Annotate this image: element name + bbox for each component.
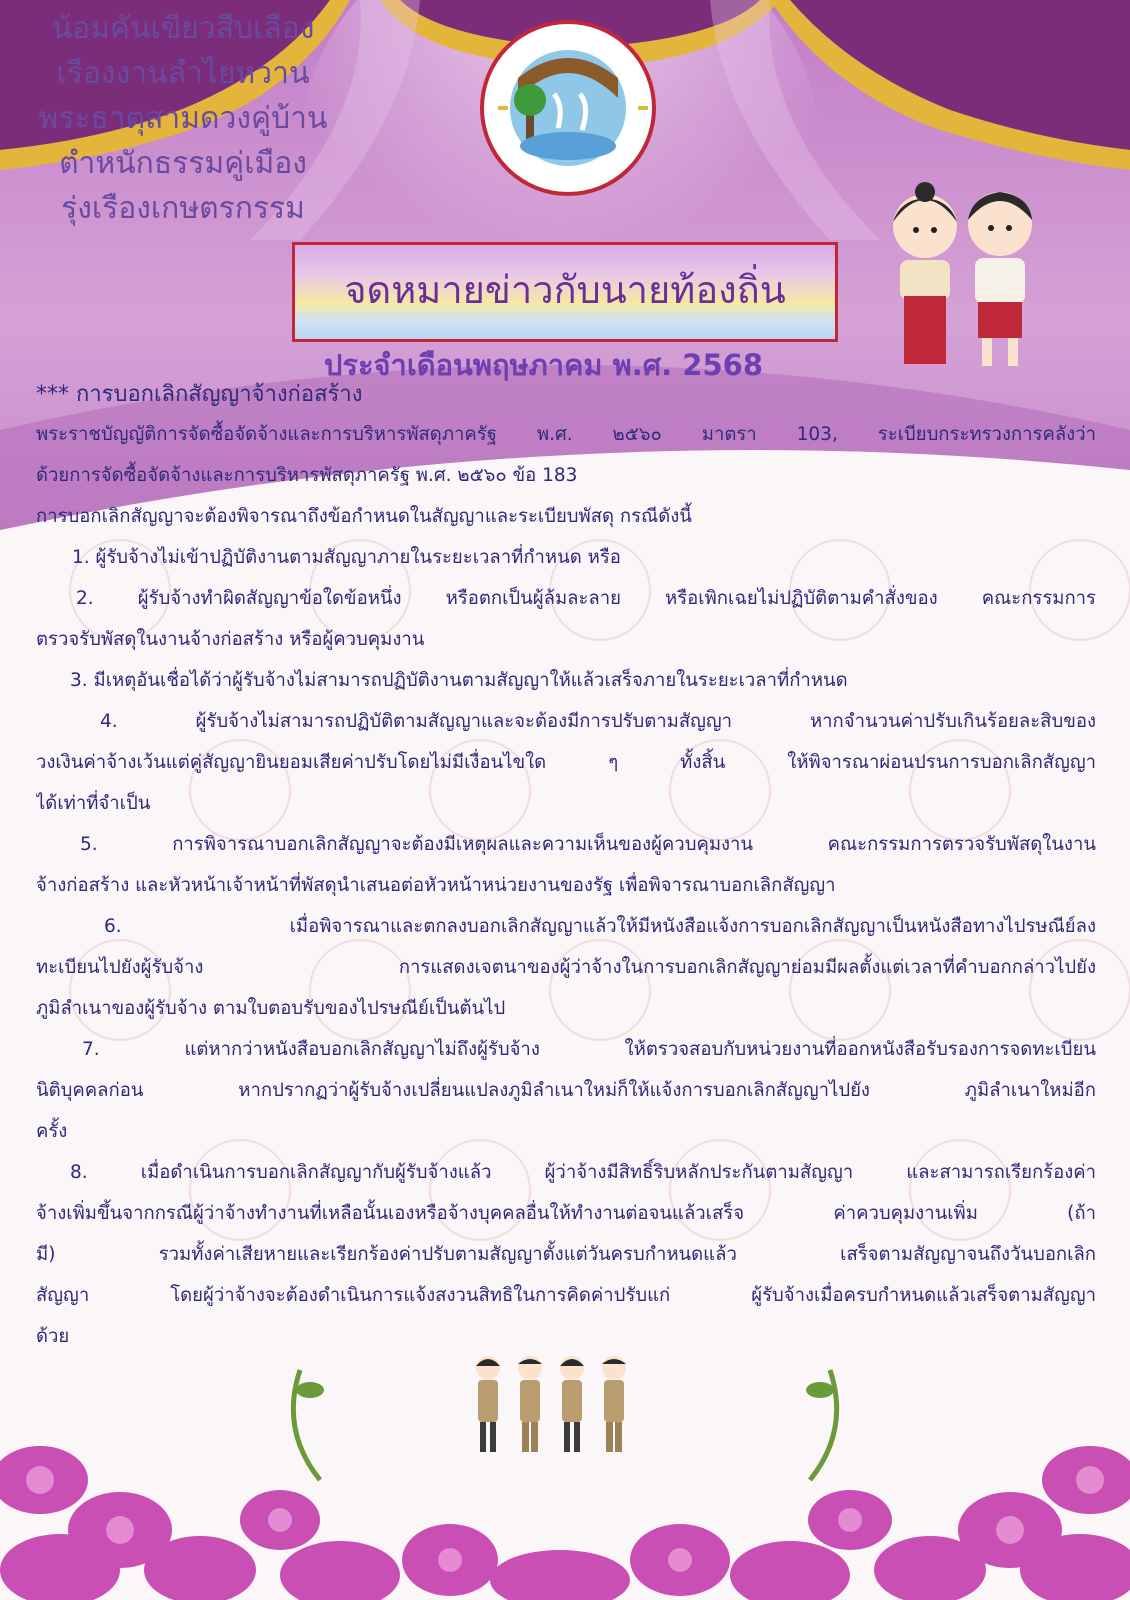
thai-children-illustration xyxy=(880,178,1050,378)
article-line: ด้วยการจัดซื้อจัดจ้างและการบริหารพัสดุภาครัฐ พ.ศ. ๒๕๖๐ ข้อ 183 xyxy=(36,465,578,486)
motto-line: น้อมคันเขียวสืบเลือง xyxy=(51,11,315,46)
newsletter-title: จดหมายข่าวกับนายท้องถิ่น xyxy=(344,268,786,312)
list-item: ภูมิลำเนาของผู้รับจ้าง ตามใบตอบรับของไปรษณีย์เป็นต้นไป xyxy=(36,998,506,1019)
list-item: 5. การพิจารณาบอกเลิกสัญญาจะต้องมีเหตุผลและความเห็นของผู้ควบคุมงาน คณะกรรมการตรวจรับพัสดุในงาน xyxy=(80,834,1096,855)
article-heading: *** การบอกเลิกสัญญาจ้างก่อสร้าง xyxy=(36,382,363,407)
article-line: พระราชบัญญัติการจัดซื้อจัดจ้างและการบริหารพัสดุภาครัฐ พ.ศ. ๒๕๖๐ มาตรา 103, ระเบียบกระทรวงการคลังว่า xyxy=(36,424,1096,445)
list-item: สัญญา โดยผู้ว่าจ้างจะต้องดำเนินการแจ้งสงวนสิทธิในการคิดค่าปรับแก่ ผู้รับจ้างเมื่อครบกำหนดแล้วเสร็จตามสัญญา xyxy=(36,1285,1096,1306)
list-item: วงเงินค่าจ้างเว้นแต่คู่สัญญายินยอมเสียค่าปรับโดยไม่มีเงื่อนไขใด ๆ ทั้งสิ้น ให้พิจารณาผ่อนปรนการบอกเลิกสัญญา xyxy=(36,752,1096,773)
article-line: การบอกเลิกสัญญาจะต้องพิจารณาถึงข้อกำหนดในสัญญาและระเบียบพัสดุ กรณีดังนี้ xyxy=(36,506,692,527)
list-item: ครั้ง xyxy=(36,1121,68,1142)
list-item: 3. มีเหตุอันเชื่อได้ว่าผู้รับจ้างไม่สามารถปฏิบัติงานตามสัญญาให้แล้วเสร็จภายในระยะเวลาที่กำหนด xyxy=(70,670,848,691)
officials-illustration xyxy=(468,1352,634,1460)
newsletter-subtitle: ประจำเดือนพฤษภาคม พ.ศ. 2568 xyxy=(324,348,763,382)
list-item: ทะเบียนไปยังผู้รับจ้าง การแสดงเจตนาของผู้ว่าจ้างในการบอกเลิกสัญญาย่อมมีผลตั้งแต่เวลาที่คำบอกกล่าวไปยัง xyxy=(36,957,1096,978)
list-item: 1. ผู้รับจ้างไม่เข้าปฏิบัติงานตามสัญญาภายในระยะเวลาที่กำหนด หรือ xyxy=(72,547,621,568)
list-item: 4. ผู้รับจ้างไม่สามารถปฏิบัติตามสัญญาและจะต้องมีการปรับตามสัญญา หากจำนวนค่าปรับเกินร้อยละสิบของ xyxy=(100,711,1096,732)
motto-line: พระธาตุสามดวงคู่บ้าน xyxy=(38,101,328,136)
motto-line: เรืองงานลำไยหวาน xyxy=(56,56,310,91)
list-item: ด้วย xyxy=(36,1326,70,1347)
list-item: มี) รวมทั้งค่าเสียหายและเรียกร้องค่าปรับตามสัญญาตั้งแต่วันครบกำหนดแล้ว เสร็จตามสัญญาจนถึงวันบอกเลิก xyxy=(36,1244,1096,1265)
list-item: 6. เมื่อพิจารณาและตกลงบอกเลิกสัญญาแล้วให้มีหนังสือแจ้งการบอกเลิกสัญญาเป็นหนังสือทางไปรษณีย์ลง xyxy=(104,916,1096,937)
newsletter-title-banner xyxy=(292,242,838,342)
list-item: 8. เมื่อดำเนินการบอกเลิกสัญญากับผู้รับจ้างแล้ว ผู้ว่าจ้างมีสิทธิ์ริบหลักประกันตามสัญญา และสามารถเรียกร้องค่า xyxy=(70,1162,1096,1183)
motto-line: ตำหนักธรรมคู่เมือง xyxy=(59,146,307,181)
list-item: จ้างก่อสร้าง และหัวหน้าเจ้าหน้าที่พัสดุนำเสนอต่อหัวหน้าหน่วยงานของรัฐ เพื่อพิจารณาบอกเลิกสัญญา xyxy=(36,875,836,896)
list-item: ตรวจรับพัสดุในงานจ้างก่อสร้าง หรือผู้ควบคุมงาน xyxy=(36,629,425,650)
list-item: นิติบุคคลก่อน หากปรากฏว่าผู้รับจ้างเปลี่ยนแปลงภูมิลำเนาใหม่ก็ให้แจ้งการบอกเลิกสัญญาไปยัง ภูมิลำเนาใหม่อีก xyxy=(36,1080,1096,1101)
article-body xyxy=(36,376,1096,1357)
list-item: 7. แต่หากว่าหนังสือบอกเลิกสัญญาไม่ถึงผู้รับจ้าง ให้ตรวจสอบกับหน่วยงานที่ออกหนังสือรับรองการจดทะเบียน xyxy=(82,1039,1096,1060)
list-item: ได้เท่าที่จำเป็น xyxy=(36,793,151,814)
organization-logo xyxy=(478,18,658,198)
list-item: 2. ผู้รับจ้างทำผิดสัญญาข้อใดข้อหนึ่ง หรือตกเป็นผู้ล้มละลาย หรือเพิกเฉยไม่ปฏิบัติตามคำสั่งของ คณะกรรมการ xyxy=(76,588,1096,609)
motto-line: รุ่งเรืองเกษตรกรรม xyxy=(61,191,305,226)
list-item: จ้างเพิ่มขึ้นจากกรณีผู้ว่าจ้างทำงานที่เหลือนั้นเองหรือจ้างบุคคลอื่นให้ทำงานต่อจนแล้วเสร็จ ค่าควบคุมงานเพิ่ม (ถ้า xyxy=(36,1203,1096,1224)
village-motto xyxy=(18,6,348,231)
